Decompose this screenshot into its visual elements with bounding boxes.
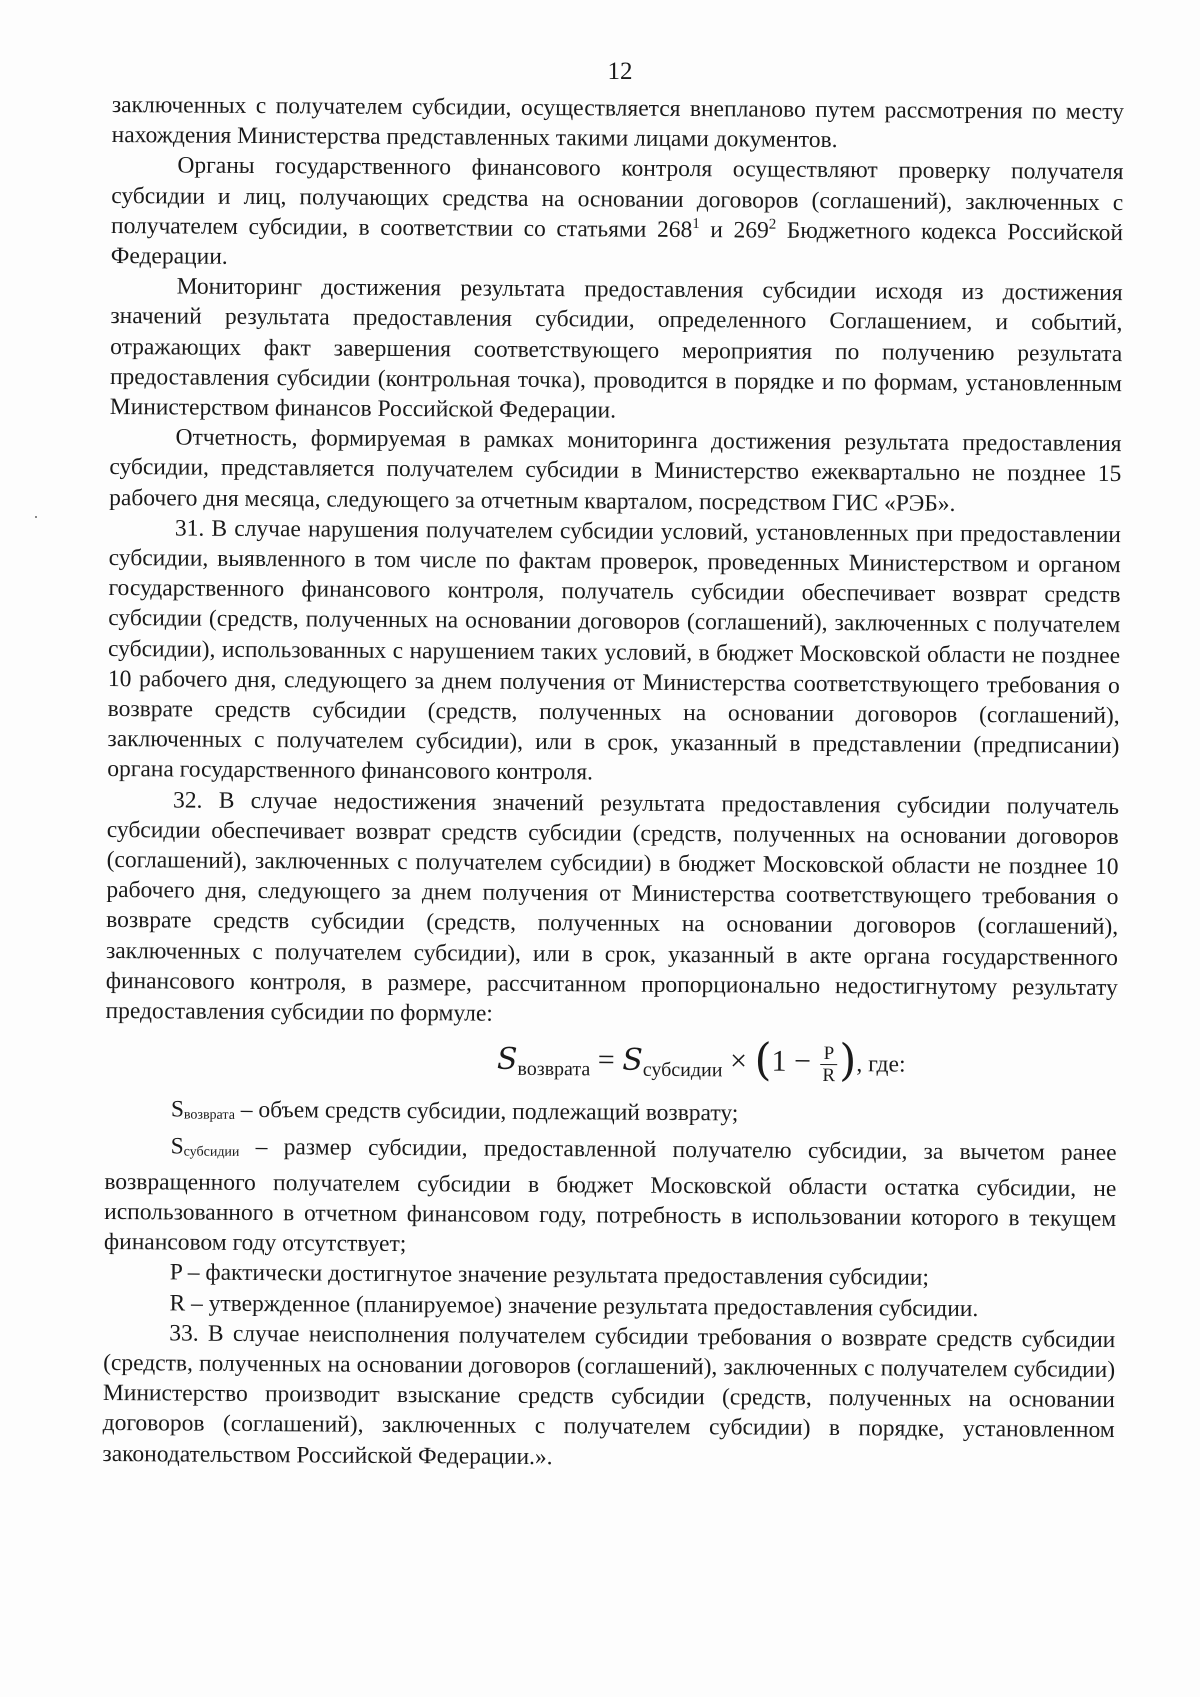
definition-symbol: $S_{возврата}$ [170,1096,235,1124]
paragraph-text: Органы государственного финансового контроля осуществляют проверку получателя субсидии и лиц, получающих средства на основании договоров (соглашений), заключенных с получателем субсидии, в соответствии со статьями 268 [110,152,1124,243]
formula-rhs-symbol: S [622,1042,643,1079]
document-body [102,90,1124,1476]
definition-symbol-sub: возврата [183,1107,235,1124]
formula-close-paren: ) [839,1035,857,1087]
superscript-1: 1 [692,215,700,232]
formula-times: × [729,1044,748,1078]
formula-denominator: R [822,1064,836,1086]
paragraph-continuation: заключенных с получателем субсидии, осуществляется внепланово путем рассмотрения по месту нахождения Министерства представленных такими лицами документов. [111,91,1124,154]
definition-s-subsidy [104,1130,1117,1264]
formula-fraction [820,1043,837,1086]
definition-text: – размер субсидии, предоставленной получателю субсидии, за вычетом ранее возвращенного получателем субсидии в бюджет Московской области остатка субсидии, не использованного в отчетном финансовом году, потребность в использовании которого в текущем финансовом году отсутствует; [103,1133,1117,1258]
definition-r: R – утвержденное (планируемое) значение результата предоставления субсидии. [169,1289,979,1322]
definition-symbol: $S_{субсидии}$ [170,1132,240,1160]
return-formula [105,1032,1117,1097]
page-number: 12 [607,58,633,85]
paragraph-financial-control [111,150,1124,278]
formula-tail: , где: [856,1051,906,1078]
definition-p: P – фактически достигнутое значение результата предоставления субсидии; [169,1259,930,1292]
formula-open-paren: ( [754,1034,772,1086]
paragraph-monitoring: Мониторинг достижения результата предоставления субсидии исходя из достижения значений результата предоставления субсидии, определенного Соглашением, и событий, отражающих факт завершения соответствующего мероприятия по получению результата предоставления субсидии (контрольная точка), проводится в порядке и по формам, установленным Министерством финансов Российской Федерации. [109,273,1123,424]
paragraph-text: Бюджетного кодекса Российской Федерации. [110,217,1124,270]
paragraph-reporting: Отчетность, формируемая в рамках мониторинга достижения результата предоставления субсидии, представляется получателем субсидии в Министерство ежеквартально не позднее 15 рабочего дня месяца, следующего за отчетным кварталом, посредством ГИС «РЭБ». [109,424,1122,517]
paragraph-33: 33. В случае неисполнения получателем субсидии требования о возврате средств субсидии (средств, полученных на основании договоров (соглашений), заключенных с получателем субсидии) Министерство производит взыскание средств субсидии (средств, полученных на основании договоров (соглашений), заключенных с получателем субсидии) в порядке, установленном законодательством Российской Федерации.». [102,1320,1116,1470]
formula-one: 1 [771,1044,787,1079]
definition-symbol-sub: субсидии [183,1144,240,1160]
paragraph-31: 31. В случае нарушения получателем субсидии условий, установленных при предоставлении субсидии, выявленного в том числе по фактам проверок, проведенных Министерством и органом государственного финансового контроля, получатель субсидии обеспечивает возврат средств субсидии (средств, полученных на основании договоров (соглашений), заключенных с получателем субсидии), использованных с нарушением таких условий, в бюджет Московской области не позднее 10 рабочего дня, следующего за днем получения от Министерства соответствующего требования о возврате средств субсидии (средств, полученных на основании договоров (соглашений), заключенных с получателем субсидии), или в срок, указанный в представлении (предписании) органа государственного финансового контроля. [107,515,1122,786]
formula-minus: − [794,1045,812,1079]
formula-rhs-sub: субсидии [642,1059,723,1082]
paragraph-32: 32. В случае недостижения значений результата предоставления субсидии получатель субсидии обеспечивает возврат средств субсидии (средств, полученных на основании договоров (соглашений), заключенных с получателем субсидии) в бюджет Московской области не позднее 10 рабочего дня, следующего за днем получения от Министерства соответствующего требования о возврате средств субсидии (средств, полученных на основании договоров (соглашений), заключенных с получателем субсидии), или в срок, указанный в акте органа государственного финансового контроля, в размере, рассчитанном пропорционально недостигнутому результату предоставления субсидии по формуле: [105,787,1120,1027]
formula-numerator: P [821,1043,838,1065]
formula-lhs-symbol: S [496,1042,518,1078]
formula-lhs-sub: возврата [517,1058,591,1081]
paragraph-text: и 269 [699,216,769,244]
superscript-2: 2 [768,216,777,233]
scan-speck [35,516,37,518]
formula-equals: = [597,1043,615,1077]
definition-text: – объем средств субсидии, подлежащий возврату; [234,1097,739,1127]
